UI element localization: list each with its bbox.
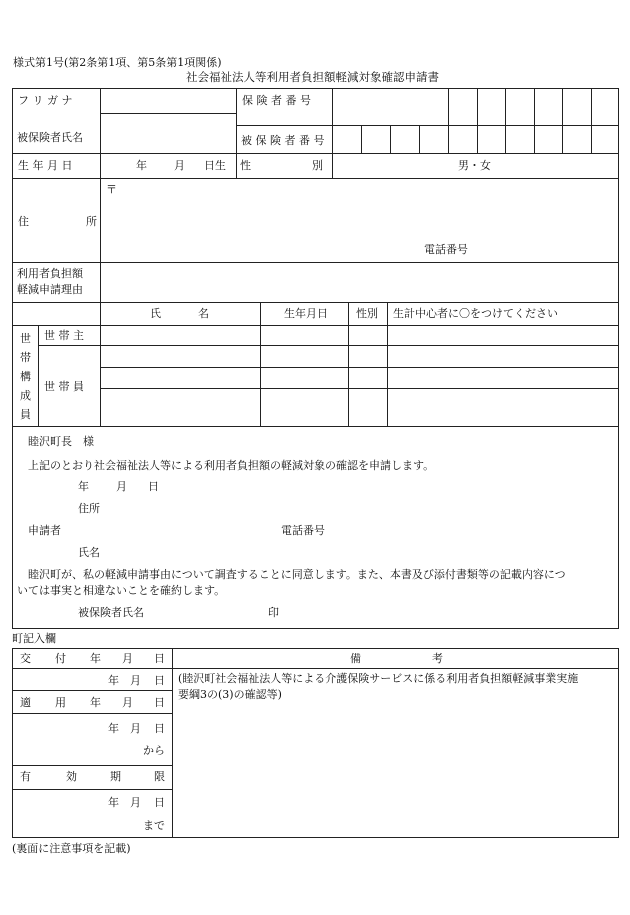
apply-year: 年 (108, 722, 119, 735)
remarks-header-1: 備 (350, 652, 361, 665)
issue-day: 日 (154, 674, 165, 687)
request-statement: 上記のとおり社会福祉法人等による利用者負担額の軽減対象の確認を申請します。 (28, 459, 435, 472)
applicant-phone-label: 電話番号 (281, 524, 325, 537)
household-side-5: 員 (20, 408, 31, 421)
issue-label-5: 日 (154, 652, 165, 665)
reason-label-2: 軽減申請理由 (17, 283, 83, 296)
statement-year: 年 (78, 480, 89, 493)
issue-label-4: 月 (122, 652, 133, 665)
apply-month: 月 (130, 722, 141, 735)
valid-until: まで (143, 819, 165, 832)
form-number: 様式第1号(第2条第1項、第5条第1項関係) (13, 56, 222, 69)
insured-name-label: 被保険者氏名 (17, 131, 83, 144)
household-side-4: 成 (20, 389, 31, 402)
apply-day: 日 (154, 722, 165, 735)
applicant-label: 申請者 (28, 524, 61, 537)
valid-label-2: 効 (66, 770, 77, 783)
remarks-text-2: 要綱3の(3)の確認等) (178, 688, 282, 701)
addressee: 睦沢町長 様 (28, 435, 94, 448)
provider-header: 生計中心者に〇をつけてください (393, 307, 558, 320)
household-members-label: 世 帯 員 (44, 380, 84, 393)
issue-month: 月 (130, 674, 141, 687)
sex-value: 男・女 (458, 159, 491, 172)
remarks-text-1: (睦沢町社会福祉法人等による介護保険サービスに係る利用者負担額軽減事業実施 (178, 672, 579, 685)
household-head-label: 世 帯 主 (44, 329, 84, 342)
apply-label-3: 年 (90, 696, 101, 709)
household-side-2: 帯 (20, 351, 31, 364)
dob-day: 日生 (204, 159, 226, 172)
issue-year: 年 (108, 674, 119, 687)
issue-label-1: 交 (20, 652, 31, 665)
sex-label-2: 別 (312, 159, 323, 172)
valid-label-1: 有 (20, 770, 31, 783)
valid-label-4: 限 (154, 770, 165, 783)
consent-line-2: いては事実と相違ないことを確約します。 (17, 584, 226, 597)
issue-label-3: 年 (90, 652, 101, 665)
town-section-label: 町記入欄 (12, 632, 56, 645)
apply-label-1: 適 (20, 696, 31, 709)
apply-from: から (143, 744, 165, 757)
remarks-header-2: 考 (432, 652, 443, 665)
statement-month: 月 (116, 480, 127, 493)
page-title: 社会福祉法人等利用者負担額軽減対象確認申請書 (186, 70, 439, 84)
dob-month: 月 (174, 159, 185, 172)
consent-line-1: 睦沢町が、私の軽減申請事由について調査することに同意します。また、本書及び添付書類等の記載内容につ (28, 568, 566, 581)
apply-label-2: 用 (55, 696, 66, 709)
footer-note: (裏面に注意事項を記載) (12, 842, 131, 855)
applicant-address-label: 住所 (78, 502, 100, 515)
dob-header: 生年月日 (284, 307, 328, 320)
seal-mark: 印 (268, 606, 279, 619)
applicant-name-label: 氏名 (78, 546, 100, 559)
household-side-3: 構 (20, 370, 31, 383)
postal-mark: 〒 (106, 183, 117, 196)
dob-year: 年 (136, 159, 147, 172)
name-header-2: 名 (198, 307, 209, 320)
sex-header: 性別 (356, 307, 378, 320)
address-label-2: 所 (86, 215, 97, 228)
valid-day: 日 (154, 796, 165, 809)
valid-label-3: 期 (110, 770, 121, 783)
phone-label: 電話番号 (424, 243, 468, 256)
insured-signature-label: 被保険者氏名 (78, 606, 144, 619)
furigana-label: フ リ ガ ナ (18, 94, 73, 107)
apply-label-4: 月 (122, 696, 133, 709)
statement-day: 日 (148, 480, 159, 493)
apply-label-5: 日 (154, 696, 165, 709)
sex-label: 性 (240, 159, 251, 172)
reason-label-1: 利用者負担額 (17, 267, 83, 280)
household-side-1: 世 (20, 332, 31, 345)
insured-number-label: 被 保 険 者 番 号 (241, 134, 325, 147)
valid-year: 年 (108, 796, 119, 809)
insurer-number-label: 保 険 者 番 号 (242, 94, 311, 107)
valid-month: 月 (130, 796, 141, 809)
name-header-1: 氏 (150, 307, 161, 320)
dob-label: 生 年 月 日 (18, 159, 73, 172)
issue-label-2: 付 (55, 652, 66, 665)
address-label: 住 (18, 215, 29, 228)
